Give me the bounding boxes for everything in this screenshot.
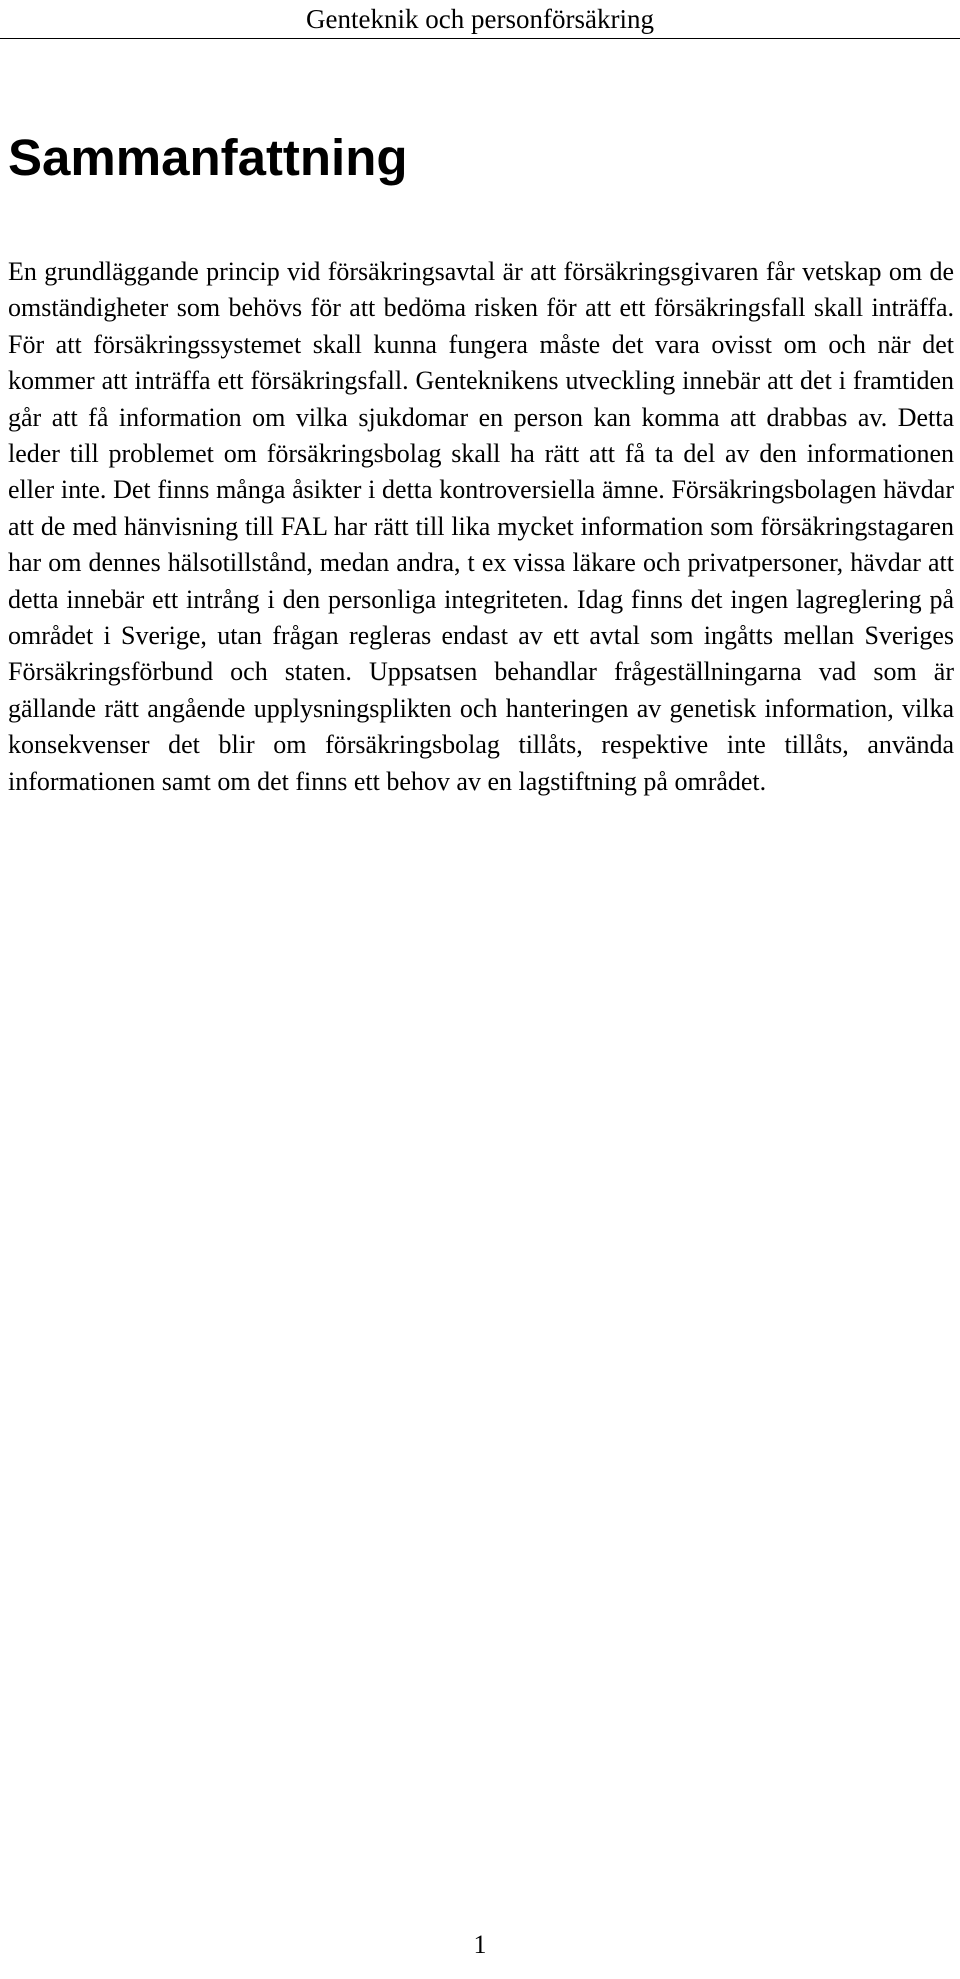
page-number: 1 [473,1930,487,1959]
page-title: Sammanfattning [8,129,408,186]
summary-paragraph: En grundläggande princip vid försäkringsavtal är att försäkringsgivaren får vetskap om de omständigheter som behövs för att bedöma risken för att ett försäkringsfall skall inträffa. För att försäkringssystemet skall kunna fungera måste det vara ovisst om och när det kommer att inträffa ett försäkringsfall. Genteknikens utveckling innebär att det i framtiden går att få information om vilka sjukdomar en person kan komma att drabbas av. Detta leder till problemet om försäkringsbolag skall ha rätt att få ta del av den informationen eller inte. Det finns många åsikter i detta kontroversiella ämne. Försäkringsbolagen hävdar att de med hänvisning till FAL har rätt till lika mycket information som försäkringstagaren har om dennes hälsotillstånd, medan andra, t ex vissa läkare och privatpersoner, hävdar att detta innebär ett intrång i den personliga integriteten. Idag finns det ingen lagreglering på området i Sverige, utan frågan regleras endast av ett avtal som ingåtts mellan Sveriges Försäkringsförbund och staten. Uppsatsen behandlar frågeställningarna vad som är gällande rätt angående upplysningsplikten och hanteringen av genetisk information, vilka konsekvenser det blir om försäkringsbolag tillåts, respektive inte tillåts, använda informationen samt om det finns ett behov av en lagstiftning på området. [8,257,954,796]
running-header: Genteknik och personförsäkring [0,0,960,39]
